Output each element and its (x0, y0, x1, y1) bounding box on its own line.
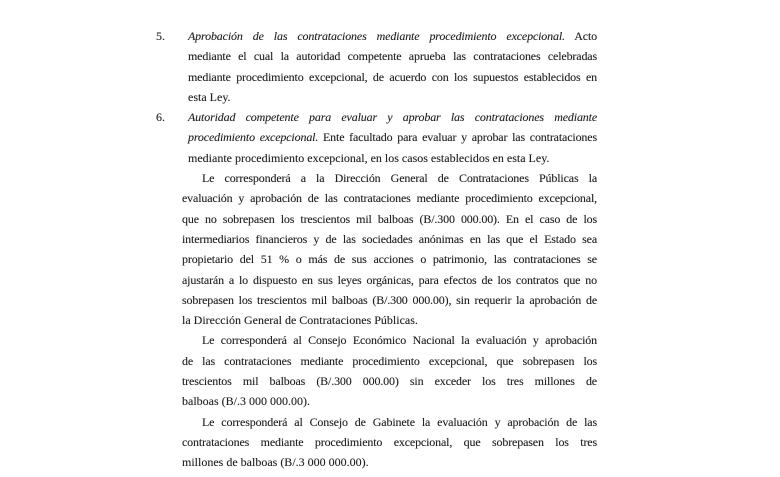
text-line (188, 26, 597, 46)
list-item (156, 26, 597, 107)
text-line (182, 310, 597, 330)
text-column (156, 26, 597, 473)
text-line (182, 270, 597, 290)
italic-text-run: procedimiento excepcional. (188, 130, 319, 145)
text-run: Le corresponderá al Consejo Económico Nacional la evaluación y aprobación (202, 333, 597, 348)
paragraph (182, 330, 597, 411)
list-item-number: 5. (156, 29, 165, 43)
text-run: evaluación y aprobación de las contrataciones mediante procedimiento excepcional, (182, 191, 597, 206)
text-run: Acto (564, 29, 597, 43)
text-line (182, 452, 597, 472)
text-line (182, 249, 597, 269)
text-run: la Dirección General de Contrataciones Públicas. (182, 313, 418, 328)
text-line (188, 127, 597, 147)
text-line (188, 67, 597, 87)
italic-text-run: Aprobación de las contrataciones mediante procedimiento excepcional. (188, 29, 565, 43)
text-line (182, 371, 597, 391)
text-run: ajustarán a lo dispuesto en sus leyes orgánicas, para efectos de los contratos que no (182, 272, 597, 287)
text-run: Ente facultado para evaluar y aprobar las contrataciones (318, 130, 597, 145)
text-run: intermediarios financieros y de las sociedades anónimas en las que el Estado sea (182, 231, 597, 246)
text-run: millones de balboas (B/.3 000 000.00). (182, 455, 369, 470)
text-line (182, 229, 597, 249)
text-line (188, 87, 597, 107)
text-run: de las contrataciones mediante procedimiento excepcional, que sobrepasen los (182, 353, 597, 368)
text-line (188, 107, 597, 127)
paragraph (182, 412, 597, 473)
text-line (182, 209, 597, 229)
text-line (182, 188, 597, 208)
text-line (182, 330, 597, 350)
list-item-number: 6. (156, 110, 165, 125)
text-run: mediante procedimiento excepcional, de acuerdo con los supuestos establecidos en (188, 69, 597, 84)
text-line (188, 148, 597, 168)
text-run: Le corresponderá al Consejo de Gabinete la evaluación y aprobación de las (202, 414, 597, 429)
text-run: que no sobrepasen los trescientos mil balboas (B/.300 000.00). En el caso de los (182, 211, 597, 226)
text-line (182, 412, 597, 432)
text-run: sobrepasen los trescientos mil balboas (B/.300 000.00), sin requerir la aprobación de (182, 292, 597, 307)
text-line (182, 168, 597, 188)
text-run: esta Ley. (188, 89, 231, 104)
text-run: contrataciones mediante procedimiento excepcional, que sobrepasen los tres (182, 434, 597, 449)
text-run: mediante procedimiento excepcional, en los casos establecidos en esta Ley. (188, 150, 550, 165)
italic-text-run: Autoridad competente para evaluar y aprobar las contrataciones mediante (188, 110, 597, 125)
text-run: trescientos mil balboas (B/.300 000.00) sin exceder los tres millones de (182, 374, 597, 389)
text-line (188, 46, 597, 66)
text-line (182, 432, 597, 452)
list-item (156, 107, 597, 168)
paragraph (182, 168, 597, 330)
text-run: propietario del 51 % o más de sus acciones o patrimonio, las contrataciones se (182, 252, 597, 267)
text-run: mediante el cual la autoridad competente aprueba las contrataciones celebradas (188, 49, 597, 64)
text-line (182, 351, 597, 371)
text-line (182, 391, 597, 411)
text-line (182, 290, 597, 310)
text-run: Le corresponderá a la Dirección General de Contrataciones Públicas la (202, 171, 597, 186)
text-run: balboas (B/.3 000 000.00). (182, 394, 310, 409)
